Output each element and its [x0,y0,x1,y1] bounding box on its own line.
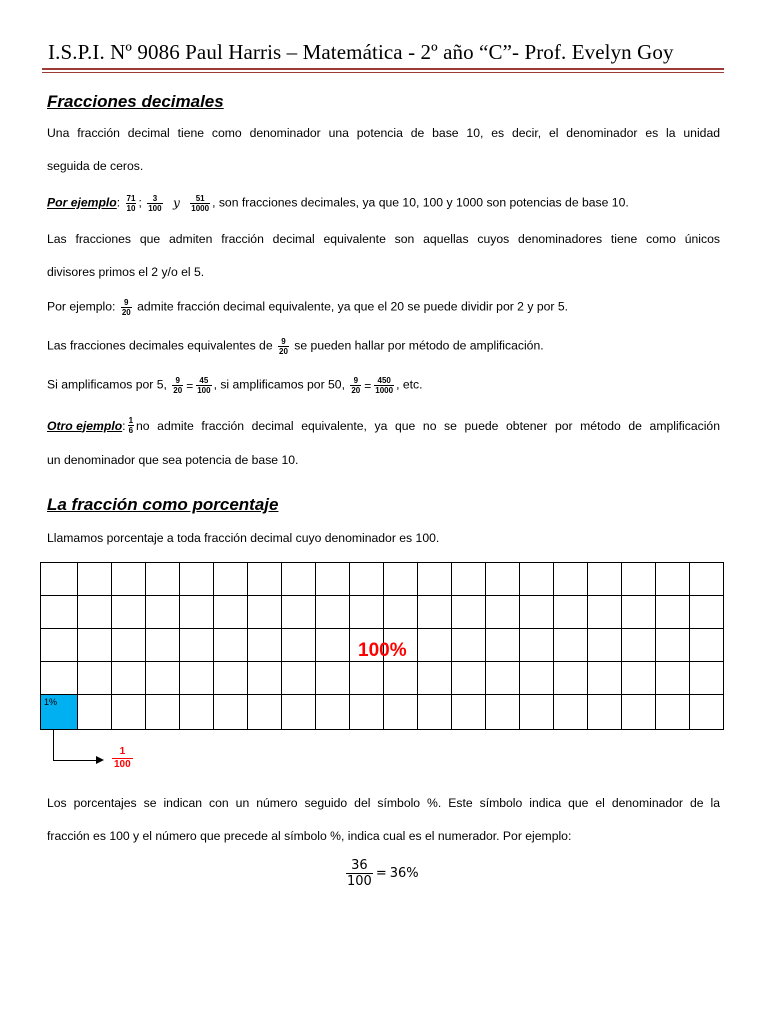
fraction-9-20: $\frac{9}{20}$ [279,337,288,356]
document-header: I.S.P.I. Nº 9086 Paul Harris – Matemática - 2º año “C”- Prof. Evelyn Goy [48,40,674,64]
paragraph-percentage-explain-line2: fracción es 100 y el número que precede al símbolo %, indica cual es el numerador. Por ejemplo: [47,829,572,843]
grid-row [41,662,724,695]
hundred-percent-label: 100% [358,640,407,661]
fraction-450-1000: $\frac{450}{1000}$ [375,376,394,395]
arrow-head-icon [96,756,104,764]
paragraph-percentage-explain-line1: Los porcentajes se indican con un número seguido del símbolo %. Este símbolo indica que el denominador de la [47,796,720,810]
equation-36-percent: $\frac{36}{100}$ = 36% [347,858,419,889]
paragraph-other-example-line1: Otro ejemplo : $\frac{1}{6}$ no admite fracción decimal equivalente, ya que no se puede obtener por método de amplificación [47,416,720,435]
fraction-9-20: $\frac{9}{20}$ [173,376,183,395]
header-rule [42,68,724,70]
paragraph-equivalent-line2: divisores primos el 2 y/o el 5. [47,265,205,279]
arrow-line-horizontal [53,760,98,761]
other-example-label: Otro ejemplo [47,418,123,433]
grid-row [41,596,724,629]
paragraph-example-9-20: Por ejemplo: $\frac{9}{20}$ admite fracción decimal equivalente, ya que el 20 se puede dividir por 2 y por 5. [47,298,568,317]
fraction-36-100: $\frac{36}{100}$ [347,858,372,889]
grid-row [41,563,724,596]
fraction-1-100-red: $\frac{1}{100}$ [114,746,131,770]
section-title-fracciones-decimales: Fracciones decimales [47,92,224,111]
paragraph-other-example-line2: un denominador que sea potencia de base 10. [47,453,299,467]
paragraph-definition-line2: seguida de ceros. [47,159,144,173]
fraction-45-100: $\frac{45}{100}$ [197,376,211,395]
paragraph-equivalent-line1: Las fracciones que admiten fracción decimal equivalente son aquellas cuyos denominadores tiene como únicos [47,232,720,246]
example-label: Por ejemplo [47,195,117,210]
fraction-71-10: $\frac{71}{10}$ [126,194,136,213]
paragraph-percentage-definition: Llamamos porcentaje a toda fracción decimal cuyo denominador es 100. [47,531,440,545]
fraction-51-1000: $\frac{51}{1000}$ [191,194,210,213]
fraction-3-100: $\frac{3}{100}$ [148,194,162,213]
grid-cell-one-percent: 1% [41,695,78,730]
header-rule-thin [42,72,724,73]
arrow-line-vertical [53,729,54,761]
paragraph-amplification-examples: Si amplificamos por 5, $\frac{9}{20}$ = $\frac{45}{100}$ , si amplificamos por 50, $\frac{9}{20}$ = $\frac{450}{1000}$ , etc. [47,376,423,395]
paragraph-example-decimal-fractions: Por ejemplo: $\frac{71}{10}$ ; $\frac{3}{100}$ y $\frac{51}{1000}$ , son fracciones decimales, ya que 10, 100 y 1000 son potencias de base 10. [47,194,629,213]
grid-row [41,695,724,730]
paragraph-amplification-method: Las fracciones decimales equivalentes de $\frac{9}{20}$ se pueden hallar por método de amplificación. [47,337,544,356]
paragraph-definition-line1: Una fracción decimal tiene como denominador una potencia de base 10, es decir, el denominador es la unidad [47,126,720,140]
fraction-9-20: $\frac{9}{20}$ [351,376,361,395]
fraction-9-20: $\frac{9}{20}$ [121,298,131,317]
fraction-1-6: $\frac{1}{6}$ [128,416,134,435]
section-title-porcentaje: La fracción como porcentaje [47,495,279,514]
